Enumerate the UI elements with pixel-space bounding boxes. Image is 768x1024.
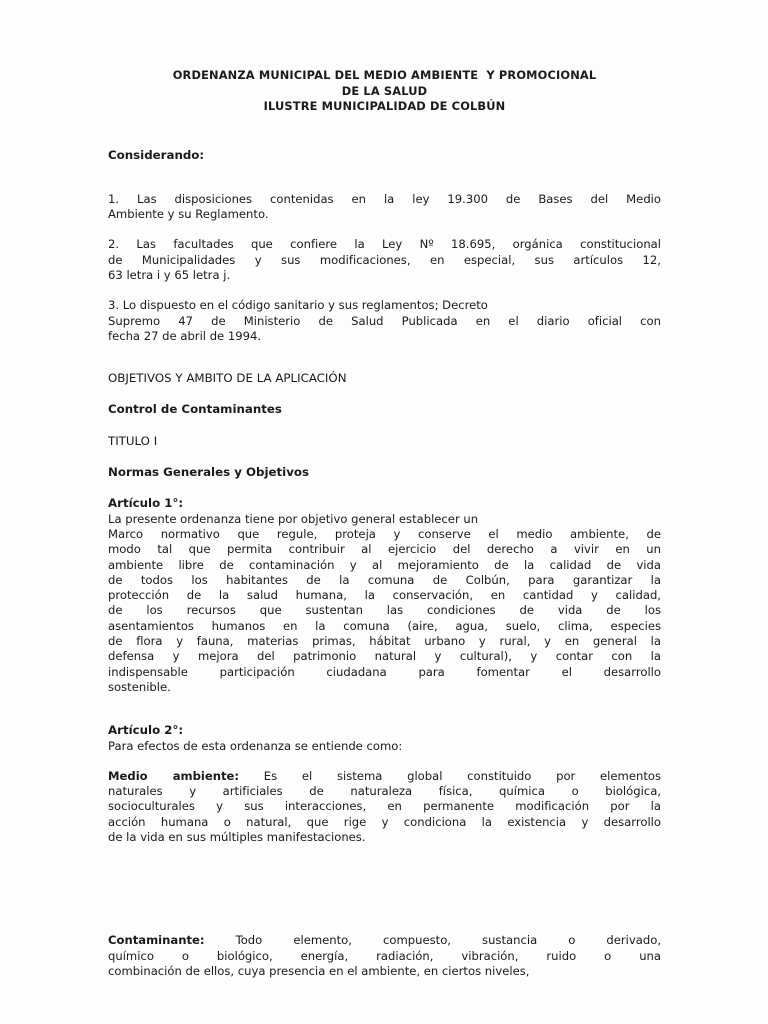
- text-line: [108, 933, 661, 948]
- considerando-heading: Considerando:: [108, 147, 205, 162]
- spacer: [108, 163, 661, 192]
- text-line: defensa y mejora del patrimonio natural y cultural), y contar con la: [108, 649, 661, 664]
- text-line: químico o biológico, energía, radiación, vibración, ruido o una: [108, 948, 661, 963]
- document-title-line-2: DE LA SALUD: [341, 83, 428, 98]
- text-line: ambiente libre de contaminación y al mejoramiento de la calidad de vida: [108, 557, 661, 572]
- text-line: 2. Las facultades que confiere la Ley Nº 18.695, orgánica constitucional: [108, 237, 661, 252]
- section-heading-normas: Normas Generales y Objetivos: [108, 465, 310, 480]
- spacer: [108, 115, 661, 148]
- spacer: [108, 344, 661, 371]
- definition-text: Es el sistema global constituido por elementos: [239, 768, 661, 783]
- spacer: [108, 222, 661, 237]
- text-line: Para efectos de esta ordenanza se entiende como:: [108, 738, 403, 753]
- document-content: [108, 68, 661, 979]
- spacer: [108, 449, 661, 465]
- definition-medio-ambiente: [108, 769, 661, 845]
- text-line: La presente ordenanza tiene por objetivo general establecer un: [108, 511, 479, 526]
- definition-contaminante: [108, 933, 661, 979]
- text-line: protección de la salud humana, la conservación, en cantidad y calidad,: [108, 588, 661, 603]
- considerando-item-2: [108, 237, 661, 283]
- articulo-2-label: Artículo 2°:: [108, 723, 184, 738]
- text-line: Ambiente y su Reglamento.: [108, 207, 269, 222]
- considerando-item-3: [108, 298, 661, 344]
- text-line: indispensable participación ciudadana para fomentar el desarrollo: [108, 664, 661, 679]
- text-line: modo tal que permita contribuir al ejercicio del derecho a vivir en un: [108, 542, 661, 557]
- spacer: [108, 480, 661, 496]
- document-title-line-1: ORDENANZA MUNICIPAL DEL MEDIO AMBIENTE Y PROMOCIONAL: [172, 68, 597, 82]
- section-heading-objetivos: OBJETIVOS Y AMBITO DE LA APLICACIÓN: [108, 371, 347, 386]
- spacer: [108, 283, 661, 298]
- considerando-item-1: [108, 192, 661, 223]
- text-line: Marco normativo que regule, proteja y conserve el medio ambiente, de: [108, 526, 661, 541]
- text-line: de flora y fauna, materias primas, hábitat urbano y rural, y en general la: [108, 634, 661, 649]
- text-line: combinación de ellos, cuya presencia en el ambiente, en ciertos niveles,: [108, 963, 530, 978]
- text-line: [108, 769, 661, 784]
- spacer: [108, 386, 661, 402]
- document-title-line-3: ILUSTRE MUNICIPALIDAD DE COLBÚN: [263, 99, 506, 113]
- text-line: acción humana o natural, que rige y condiciona la existencia y desarrollo: [108, 814, 661, 829]
- text-line: de todos los habitantes de la comuna de Colbún, para garantizar la: [108, 572, 661, 587]
- text-line: naturales y artificiales de naturaleza física, química o biológica,: [108, 784, 661, 799]
- spacer: [108, 754, 661, 769]
- spacer: [108, 845, 661, 933]
- definition-term: Contaminante:: [108, 933, 205, 948]
- text-line: Supremo 47 de Ministerio de Salud Publicada en el diario oficial con: [108, 313, 661, 328]
- text-line: socioculturales y sus interacciones, en permanente modificación por la: [108, 799, 661, 814]
- section-heading-titulo: TITULO I: [108, 433, 158, 448]
- text-line: asentamientos humanos en la comuna (aire, agua, suelo, clima, especies: [108, 618, 661, 633]
- text-line: 63 letra i y 65 letra j.: [108, 267, 231, 282]
- definition-term: Medio ambiente:: [108, 768, 240, 783]
- document-title: [108, 68, 661, 115]
- text-line: de Municipalidades y sus modificaciones, en especial, sus artículos 12,: [108, 252, 661, 267]
- text-line: 3. Lo dispuesto en el código sanitario y sus reglamentos; Decreto: [108, 298, 488, 313]
- articulo-1-label: Artículo 1°:: [108, 496, 184, 511]
- text-line: sostenible.: [108, 679, 171, 694]
- section-heading-control: Control de Contaminantes: [108, 402, 282, 417]
- text-line: de los recursos que sustentan las condiciones de vida de los: [108, 603, 661, 618]
- articulo-2-intro: [108, 739, 661, 754]
- spacer: [108, 418, 661, 434]
- text-line: fecha 27 de abril de 1994.: [108, 328, 262, 343]
- text-line: de la vida en sus múltiples manifestaciones.: [108, 830, 366, 844]
- text-line: 1. Las disposiciones contenidas en la ley 19.300 de Bases del Medio: [108, 191, 661, 206]
- spacer: [108, 695, 661, 723]
- definition-text: Todo elemento, compuesto, sustancia o derivado,: [204, 933, 661, 948]
- articulo-1-body: [108, 512, 661, 696]
